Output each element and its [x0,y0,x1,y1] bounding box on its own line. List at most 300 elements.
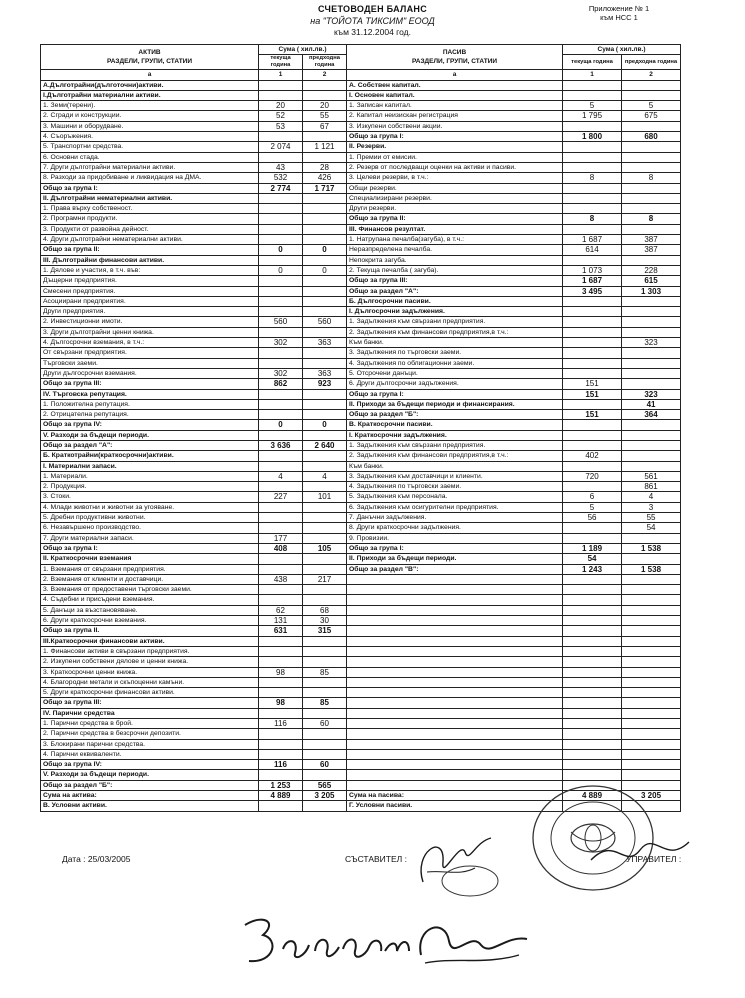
liability-label: 4. Задължения по търговски заеми. [347,482,563,492]
liability-previous [622,379,681,389]
table-row [41,317,681,327]
asset-previous: 315 [303,626,347,636]
asset-label: 2. Отрицателна репутация. [41,410,259,420]
table-row [41,162,681,172]
asset-previous: 3 205 [303,791,347,801]
asset-current: 20 [259,101,303,111]
table-row [41,739,681,749]
asset-current [259,461,303,471]
asset-label: 2. Парични средства в безсрочни депозити. [41,729,259,739]
asset-previous [303,132,347,142]
asset-previous: 0 [303,265,347,275]
liability-current: 1 243 [563,564,622,574]
col-index-a: а [41,70,259,80]
asset-current [259,307,303,317]
asset-label: Общо за група III: [41,379,259,389]
liability-previous [622,626,681,636]
asset-previous [303,533,347,543]
asset-current: 408 [259,543,303,553]
asset-previous: 1 717 [303,183,347,193]
assets-sum-header: Сума ( хил.лв.) [259,45,347,55]
liability-current [563,749,622,759]
asset-previous [303,482,347,492]
table-row [41,90,681,100]
asset-current [259,657,303,667]
liability-previous [622,585,681,595]
date-label: Дата : 25/03/2005 [62,854,131,864]
liability-current [563,440,622,450]
asset-previous [303,523,347,533]
asset-previous: 20 [303,101,347,111]
table-row [41,410,681,420]
table-row [41,121,681,131]
asset-label: Сума на актива: [41,791,259,801]
asset-previous [303,430,347,440]
asset-label: 1. Финансови активи в свързани предприятия. [41,646,259,656]
liability-label [347,708,563,718]
liability-current [563,296,622,306]
asset-previous [303,255,347,265]
liability-current [563,461,622,471]
liability-label [347,626,563,636]
liability-label [347,667,563,677]
balance-rows [41,80,681,811]
table-row [41,430,681,440]
liability-label: Б. Дългосрочни пасиви. [347,296,563,306]
liability-previous: 615 [622,276,681,286]
table-row [41,688,681,698]
asset-label: 7. Други дълготрайни материални активи. [41,162,259,172]
balance-sheet [40,44,680,850]
table-row [41,616,681,626]
asset-label: А.Дълготрайни(дълготочни)активи. [41,80,259,90]
asset-current: 862 [259,379,303,389]
liability-previous [622,307,681,317]
liability-previous: 1 538 [622,564,681,574]
asset-previous [303,688,347,698]
liability-current: 5 [563,101,622,111]
liability-previous [622,667,681,677]
liability-label: I. Основен капитал. [347,90,563,100]
liability-label [347,595,563,605]
manager-label: УПРАВИТЕЛ : [626,854,682,864]
liability-label [347,719,563,729]
asset-current [259,255,303,265]
asset-previous [303,708,347,718]
asset-label: Общо за раздел "Б": [41,780,259,790]
asset-current: 302 [259,338,303,348]
asset-previous [303,193,347,203]
liability-previous [622,420,681,430]
liability-previous [622,646,681,656]
asset-previous [303,595,347,605]
table-row [41,440,681,450]
asset-previous [303,389,347,399]
asset-current: 131 [259,616,303,626]
liability-current: 151 [563,389,622,399]
liability-label: 7. Данъчни задължения. [347,513,563,523]
asset-current: 302 [259,368,303,378]
asset-current: 3 636 [259,440,303,450]
asset-label: 2. Вземания от клиенти и доставчици. [41,574,259,584]
liability-label: II. Приходи за бъдещи периоди и финансирания. [347,399,563,409]
table-row [41,574,681,584]
liability-previous [622,90,681,100]
asset-label: III.Краткосрочни финансови активи. [41,636,259,646]
asset-current [259,801,303,811]
asset-label: 4. Млади животни и животни за угояване. [41,502,259,512]
liability-current [563,255,622,265]
asset-previous [303,286,347,296]
asset-previous [303,564,347,574]
liability-current: 8 [563,173,622,183]
asset-current [259,739,303,749]
liability-current: 3 495 [563,286,622,296]
liability-previous [622,770,681,780]
asset-label: Общо за група I: [41,543,259,553]
balance-table [40,44,681,812]
liability-current: 1 795 [563,111,622,121]
asset-current: 2 774 [259,183,303,193]
liabilities-current-header: текуща година [563,55,622,70]
table-row [41,389,681,399]
liability-current [563,719,622,729]
asset-previous [303,739,347,749]
asset-current: 2 074 [259,142,303,152]
liability-label [347,605,563,615]
document-header [0,4,745,37]
table-row [41,173,681,183]
liability-previous [622,616,681,626]
document-title: СЧЕТОВОДЕН БАЛАНС [317,4,428,14]
asset-previous [303,235,347,245]
liability-label: 1. Задължения към свързани предприятия. [347,440,563,450]
asset-previous: 560 [303,317,347,327]
liability-current [563,307,622,317]
liability-previous: 680 [622,132,681,142]
table-row [41,533,681,543]
asset-label: V. Разходи за бъдещи периоди. [41,430,259,440]
table-row [41,255,681,265]
table-row [41,636,681,646]
liability-current [563,482,622,492]
liability-current [563,595,622,605]
col-index-1: 1 [563,70,622,80]
table-row [41,626,681,636]
liability-current: 402 [563,451,622,461]
liability-label: 3. Изкупени собствени акции. [347,121,563,131]
liability-label: В. Краткосрочни пасиви. [347,420,563,430]
asset-previous [303,749,347,759]
liability-label: 1. Натрупана печалба(загуба), в т.ч.: [347,235,563,245]
asset-label: 1. Положителна репутация. [41,399,259,409]
asset-previous: 85 [303,667,347,677]
table-row [41,286,681,296]
liability-label: 5. Задължения към персонала. [347,492,563,502]
liability-label: 1. Записан капитал. [347,101,563,111]
liability-current [563,430,622,440]
table-row [41,513,681,523]
liability-previous [622,162,681,172]
assets-previous-header: предходна година [303,55,347,70]
table-row [41,276,681,286]
asset-previous [303,554,347,564]
liability-current: 6 [563,492,622,502]
liability-previous: 387 [622,235,681,245]
annex-line-2: към НСС 1 [600,13,638,22]
asset-current [259,708,303,718]
table-row [41,307,681,317]
asset-current: 631 [259,626,303,636]
asset-label: Други предприятия. [41,307,259,317]
table-row [41,183,681,193]
liability-label: 3. Задължения по търговски заеми. [347,348,563,358]
asset-label: 2. Програмни продукти. [41,214,259,224]
liability-label: 2. Капитал неизискан регистрация [347,111,563,121]
asset-current [259,276,303,286]
liability-label: Общо за група I: [347,389,563,399]
liability-label: Общо за група I: [347,543,563,553]
liability-current [563,708,622,718]
asset-label: 4. Съоръжения. [41,132,259,142]
table-row [41,214,681,224]
liability-label: 3. Задължения към доставчици и клиенти. [347,471,563,481]
liability-label: Общо за група III: [347,276,563,286]
asset-label: 5. Данъци за възстановяване. [41,605,259,615]
asset-label: 3. Стоки. [41,492,259,502]
liability-label: Общо за раздел "А": [347,286,563,296]
liability-label [347,739,563,749]
liability-previous [622,554,681,564]
asset-current [259,502,303,512]
assets-header: АКТИВ РАЗДЕЛИ, ГРУПИ, СТАТИИ [41,45,259,70]
liability-previous: 861 [622,482,681,492]
asset-current: 43 [259,162,303,172]
asset-previous: 67 [303,121,347,131]
asset-current: 177 [259,533,303,543]
asset-label: Общо за група IV: [41,760,259,770]
asset-previous [303,646,347,656]
liability-previous [622,296,681,306]
asset-label: Търговски заеми. [41,358,259,368]
asset-previous: 363 [303,368,347,378]
asset-label: 1. Материали. [41,471,259,481]
liability-current [563,523,622,533]
liability-current [563,605,622,615]
table-row [41,101,681,111]
asset-previous [303,636,347,646]
table-row [41,698,681,708]
liability-current [563,80,622,90]
asset-previous: 105 [303,543,347,553]
liability-label: Непокрита загуба. [347,255,563,265]
liability-current: 720 [563,471,622,481]
liability-label: Общо за раздел "В": [347,564,563,574]
liability-label: 6. Задължения към осигурителни предприятия. [347,502,563,512]
asset-current [259,358,303,368]
asset-current [259,564,303,574]
liability-label: Общи резерви. [347,183,563,193]
liability-previous [622,440,681,450]
asset-label: Общо за група II: [41,245,259,255]
asset-label: 1. Дялове и участия, в т.ч. във: [41,265,259,275]
table-row [41,482,681,492]
col-index-2: 2 [303,70,347,80]
table-row [41,379,681,389]
asset-previous [303,729,347,739]
liability-previous: 8 [622,173,681,183]
registry-stamp [440,864,500,898]
asset-current [259,523,303,533]
table-row [41,708,681,718]
asset-label: От свързани предприятия. [41,348,259,358]
liability-previous [622,739,681,749]
liability-label: III. Финансов резултат. [347,224,563,234]
liability-current [563,204,622,214]
table-row [41,729,681,739]
asset-previous [303,451,347,461]
liability-label: 2. Задължения към финансови предприятия,в т.ч.: [347,451,563,461]
liability-previous [622,327,681,337]
asset-previous [303,513,347,523]
asset-label: 2. Инвестиционни имоти. [41,317,259,327]
liability-previous: 4 [622,492,681,502]
table-row [41,677,681,687]
liability-current [563,121,622,131]
liability-previous: 675 [622,111,681,121]
asset-current [259,636,303,646]
liability-label: 4. Задължения по облигационни заеми. [347,358,563,368]
asset-previous: 363 [303,338,347,348]
liability-label [347,729,563,739]
asset-label: Общо за група I: [41,183,259,193]
asset-current: 52 [259,111,303,121]
liability-current [563,348,622,358]
liability-previous [622,605,681,615]
liability-previous [622,255,681,265]
liability-label: 2. Текуща печалба ( загуба). [347,265,563,275]
asset-current: 0 [259,420,303,430]
asset-current: 4 [259,471,303,481]
asset-current [259,410,303,420]
asset-previous [303,327,347,337]
table-row [41,193,681,203]
liability-current [563,698,622,708]
asset-label: 3. Други дълготрайни ценни книжа. [41,327,259,337]
compiler-label: СЪСТАВИТЕЛ : [345,854,407,864]
liability-label [347,585,563,595]
asset-previous: 426 [303,173,347,183]
liability-previous [622,142,681,152]
asset-previous: 1 121 [303,142,347,152]
liability-previous [622,461,681,471]
asset-label: 3. Вземания от предоставени търговски заеми. [41,585,259,595]
liability-current [563,636,622,646]
asset-label: I.Дълготрайни материални активи. [41,90,259,100]
liability-previous [622,533,681,543]
table-row [41,543,681,553]
liability-current: 1 687 [563,276,622,286]
asset-previous [303,214,347,224]
liability-label: II. Приходи за бъдещи периоди. [347,554,563,564]
liability-label: Към банки. [347,461,563,471]
asset-previous: 101 [303,492,347,502]
liability-previous [622,574,681,584]
asset-label: I. Материални запаси. [41,461,259,471]
liability-label [347,688,563,698]
signature-area [0,850,745,998]
asset-previous: 565 [303,780,347,790]
asset-current [259,399,303,409]
asset-label: Общо за раздел "А": [41,440,259,450]
asset-previous [303,296,347,306]
asset-previous: 60 [303,760,347,770]
asset-label: 4. Парични еквиваленти. [41,749,259,759]
liability-label: 6. Други дългосрочни задължения. [347,379,563,389]
table-row [41,605,681,615]
asset-label: III. Дълготрайни финансови активи. [41,255,259,265]
table-row [41,749,681,759]
liability-previous [622,348,681,358]
manager-signature [585,830,695,875]
liability-previous: 8 [622,214,681,224]
liability-label [347,677,563,687]
asset-previous [303,770,347,780]
liability-current [563,688,622,698]
asset-current: 116 [259,719,303,729]
table-row [41,461,681,471]
table-row [41,327,681,337]
asset-current [259,90,303,100]
asset-current: 0 [259,265,303,275]
liability-label [347,760,563,770]
asset-previous: 55 [303,111,347,121]
liability-previous [622,677,681,687]
asset-current: 532 [259,173,303,183]
asset-current [259,296,303,306]
table-row [41,245,681,255]
liability-previous: 3 [622,502,681,512]
liability-previous [622,451,681,461]
liability-current: 614 [563,245,622,255]
asset-previous [303,152,347,162]
asset-previous [303,80,347,90]
liability-current [563,739,622,749]
table-row [41,770,681,780]
table-row [41,646,681,656]
asset-current: 227 [259,492,303,502]
liability-previous: 364 [622,410,681,420]
asset-previous: 28 [303,162,347,172]
asset-current [259,749,303,759]
asset-previous [303,410,347,420]
liability-current [563,90,622,100]
liability-previous [622,708,681,718]
asset-previous [303,585,347,595]
liabilities-sum-header: Сума ( хил.лв.) [563,45,681,55]
asset-previous: 0 [303,420,347,430]
liability-previous [622,368,681,378]
col-index-2: 2 [622,70,681,80]
liability-label: I. Краткосрочни задължения. [347,430,563,440]
asset-current: 53 [259,121,303,131]
liability-current [563,162,622,172]
asset-label: 1. Парични средства в брой. [41,719,259,729]
asset-previous [303,348,347,358]
liability-current [563,327,622,337]
liability-label: Общо за група I: [347,132,563,142]
asset-previous [303,801,347,811]
